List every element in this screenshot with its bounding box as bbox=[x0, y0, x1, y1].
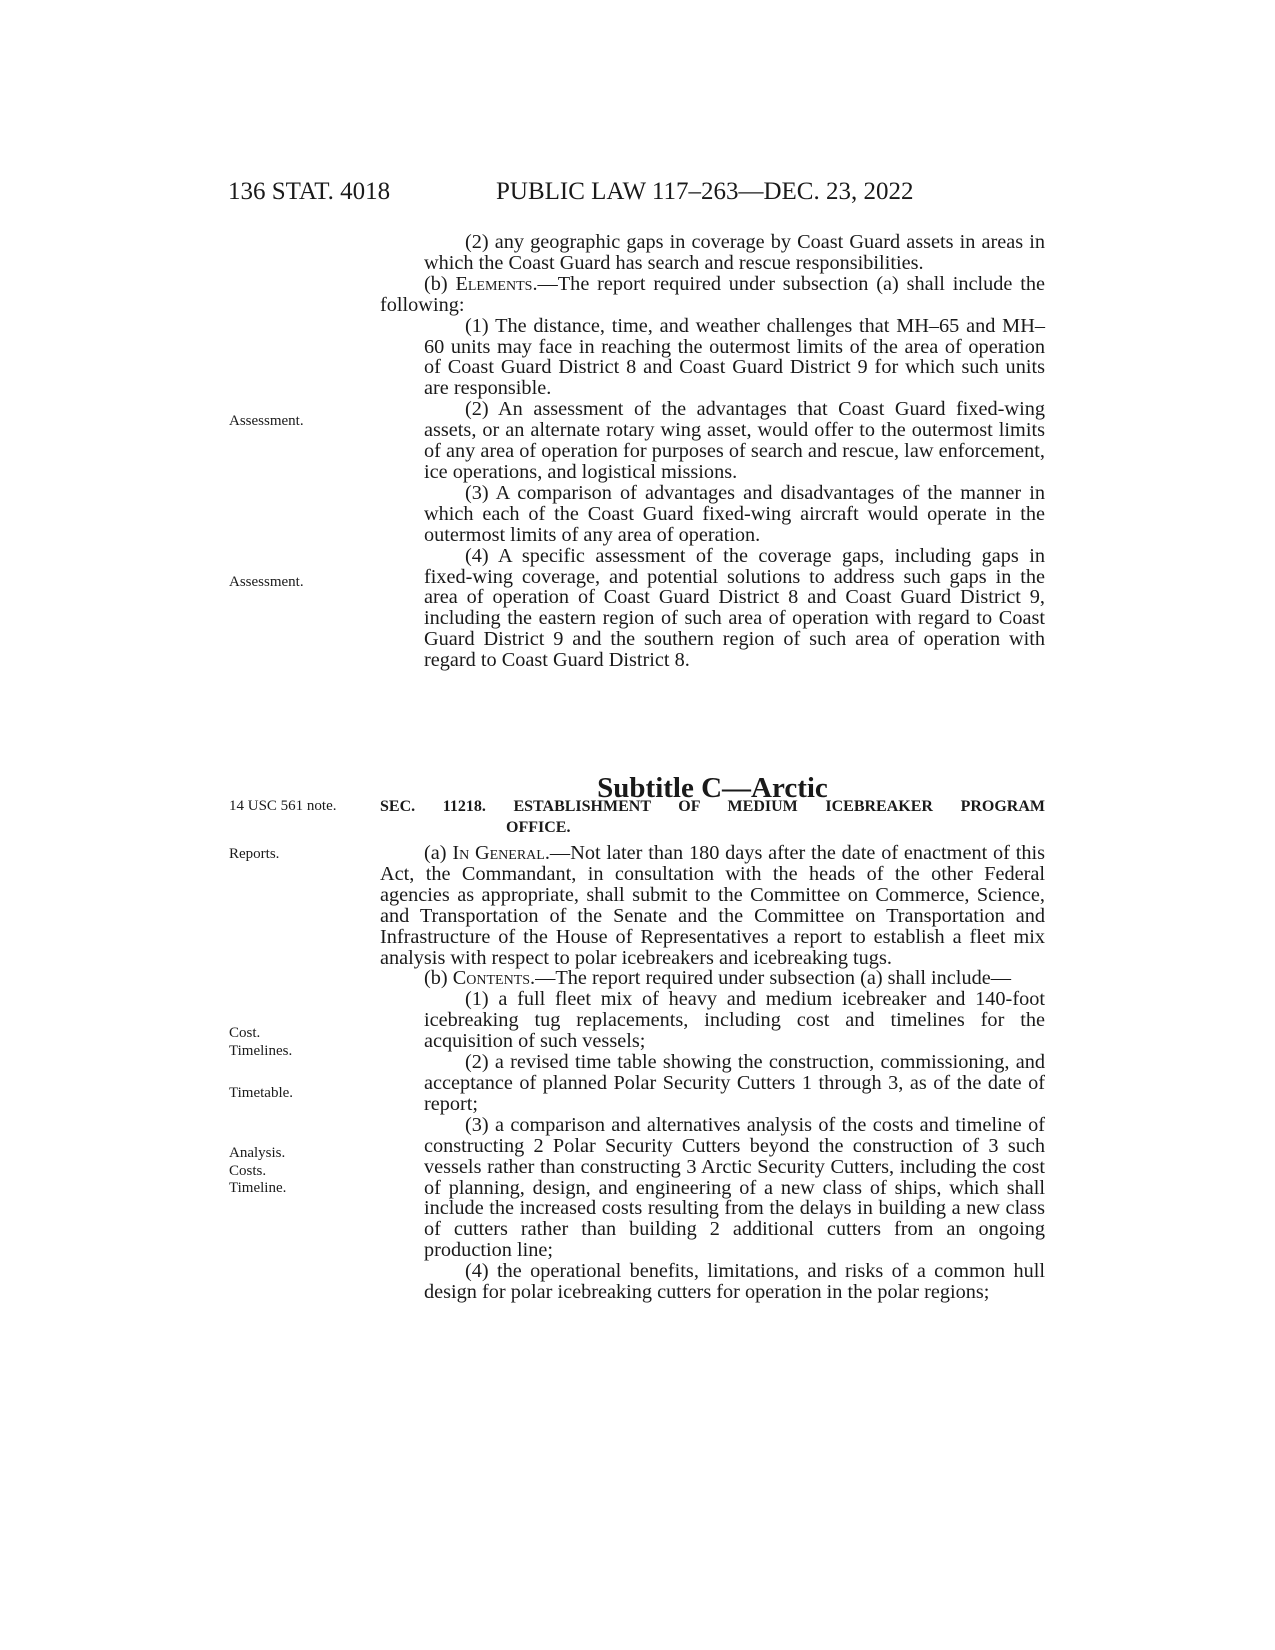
subsection-number: (b) bbox=[424, 272, 448, 295]
content-item-2: (2) a revised time table showing the construction, commissioning, and acceptance of planned Polar Security Cutters 1 through 3, as of the date of report; bbox=[424, 1051, 1045, 1115]
margin-note-assessment: Assessment. bbox=[229, 574, 304, 590]
page-header bbox=[228, 178, 1045, 210]
margin-note-timetable: Timetable. bbox=[229, 1085, 294, 1101]
margin-note-cost: Cost. bbox=[229, 1025, 261, 1041]
margin-note-analysis-group bbox=[229, 1145, 286, 1198]
margin-note-timeline: Timeline. bbox=[229, 1180, 287, 1196]
subsection-number: (b) bbox=[424, 967, 448, 990]
margin-note-cost-timelines bbox=[229, 1025, 292, 1060]
subsection-b-elements bbox=[380, 274, 1045, 316]
content-item-4: (4) the operational benefits, limitations, and risks of a common hull design for polar icebreaking cutters for operation in the polar regions; bbox=[424, 1260, 1045, 1304]
subsection-text: .—The report required under subsection (a) shall include— bbox=[530, 967, 1012, 990]
subtitle-heading: Subtitle C—Arctic bbox=[597, 772, 828, 804]
content-item-1: (1) a full fleet mix of heavy and medium icebreaker and 140-foot icebreaking tug replacements, including cost and timelines for the acquisition of such vessels; bbox=[424, 988, 1045, 1053]
margin-note-assessment: Assessment. bbox=[229, 413, 304, 429]
subsection-a-general bbox=[380, 843, 1045, 968]
margin-note-reports: Reports. bbox=[229, 846, 280, 862]
section-heading-line1: SEC. 11218. ESTABLISHMENT OF MEDIUM ICEBREAKER PROGRAM bbox=[380, 798, 1045, 815]
margin-note-costs: Costs. bbox=[229, 1162, 267, 1179]
public-law-title: PUBLIC LAW 117–263—DEC. 23, 2022 bbox=[496, 178, 914, 205]
subsection-b-contents bbox=[380, 968, 1045, 989]
element-2: (2) An assessment of the advantages that Coast Guard fixed-wing assets, or an alternate rotary wing asset, would offer to the outermost limits of any area of operation for purposes of search and rescue, law enforcement, ice operations, and logistical missions. bbox=[424, 398, 1045, 483]
section-body bbox=[380, 843, 1045, 1303]
subsection-text: .—Not later than 180 days after the date of enactment of this Act, the Commandant, in consultation with the heads of the other Federal agencies as appropriate, shall submit to the Committee on Commerce, Science, and Transportation of the Senate and the Committee on Transportation and Infrastructure of the House of Representatives a report to establish a fleet mix analysis with respect to polar icebreakers and icebreaking tugs. bbox=[380, 842, 1046, 969]
margin-note-analysis: Analysis. bbox=[229, 1145, 286, 1161]
section-heading bbox=[380, 796, 1045, 838]
margin-note-usc: 14 USC 561 note. bbox=[229, 798, 337, 814]
element-1: (1) The distance, time, and weather challenges that MH–65 and MH–60 units may face in reaching the outermost limits of the area of operation of Coast Guard District 8 and Coast Guard District 9 for which such units are responsible. bbox=[424, 314, 1045, 400]
elements-block bbox=[380, 232, 1045, 671]
subsection-heading: Contents bbox=[452, 967, 531, 990]
subsection-heading: In General bbox=[452, 842, 545, 864]
content-item-3: (3) a comparison and alternatives analysis of the costs and timeline of constructing 2 Polar Security Cutters beyond the construction of 3 such vessels rather than constructing 3 Arctic Security Cutters, including the cost of planning, design, and engineering of a new class of ships, which shall include the increased costs resulting from the delays in building a new class of cutters rather than building 2 additional cutters from an ongoing production line; bbox=[424, 1113, 1045, 1262]
section-heading-line2: OFFICE. bbox=[506, 819, 571, 836]
subsection-number: (a) bbox=[424, 842, 447, 864]
element-4: (4) A specific assessment of the coverage gaps, including gaps in fixed-wing coverage, and potential solutions to address such gaps in the area of operation of Coast Guard District 8 and Coast Guard District 9, including the eastern region of such area of operation with regard to Coast Guard District 9 and the southern region of such area of operation with regard to Coast Guard District 8. bbox=[424, 544, 1045, 672]
margin-note-timelines: Timelines. bbox=[229, 1042, 293, 1059]
paragraph-2-gaps: (2) any geographic gaps in coverage by Coast Guard assets in areas in which the Coast Guard has search and rescue responsibilities. bbox=[424, 231, 1045, 274]
subsection-text: .—The report required under subsection (a) shall include the following: bbox=[380, 272, 1045, 316]
subsection-heading: Elements bbox=[455, 272, 533, 295]
element-3: (3) A comparison of advantages and disadvantages of the manner in which each of the Coast Guard fixed-wing aircraft would operate in the outermost limits of any area of operation. bbox=[424, 481, 1045, 546]
stat-citation: 136 STAT. 4018 bbox=[228, 178, 391, 205]
